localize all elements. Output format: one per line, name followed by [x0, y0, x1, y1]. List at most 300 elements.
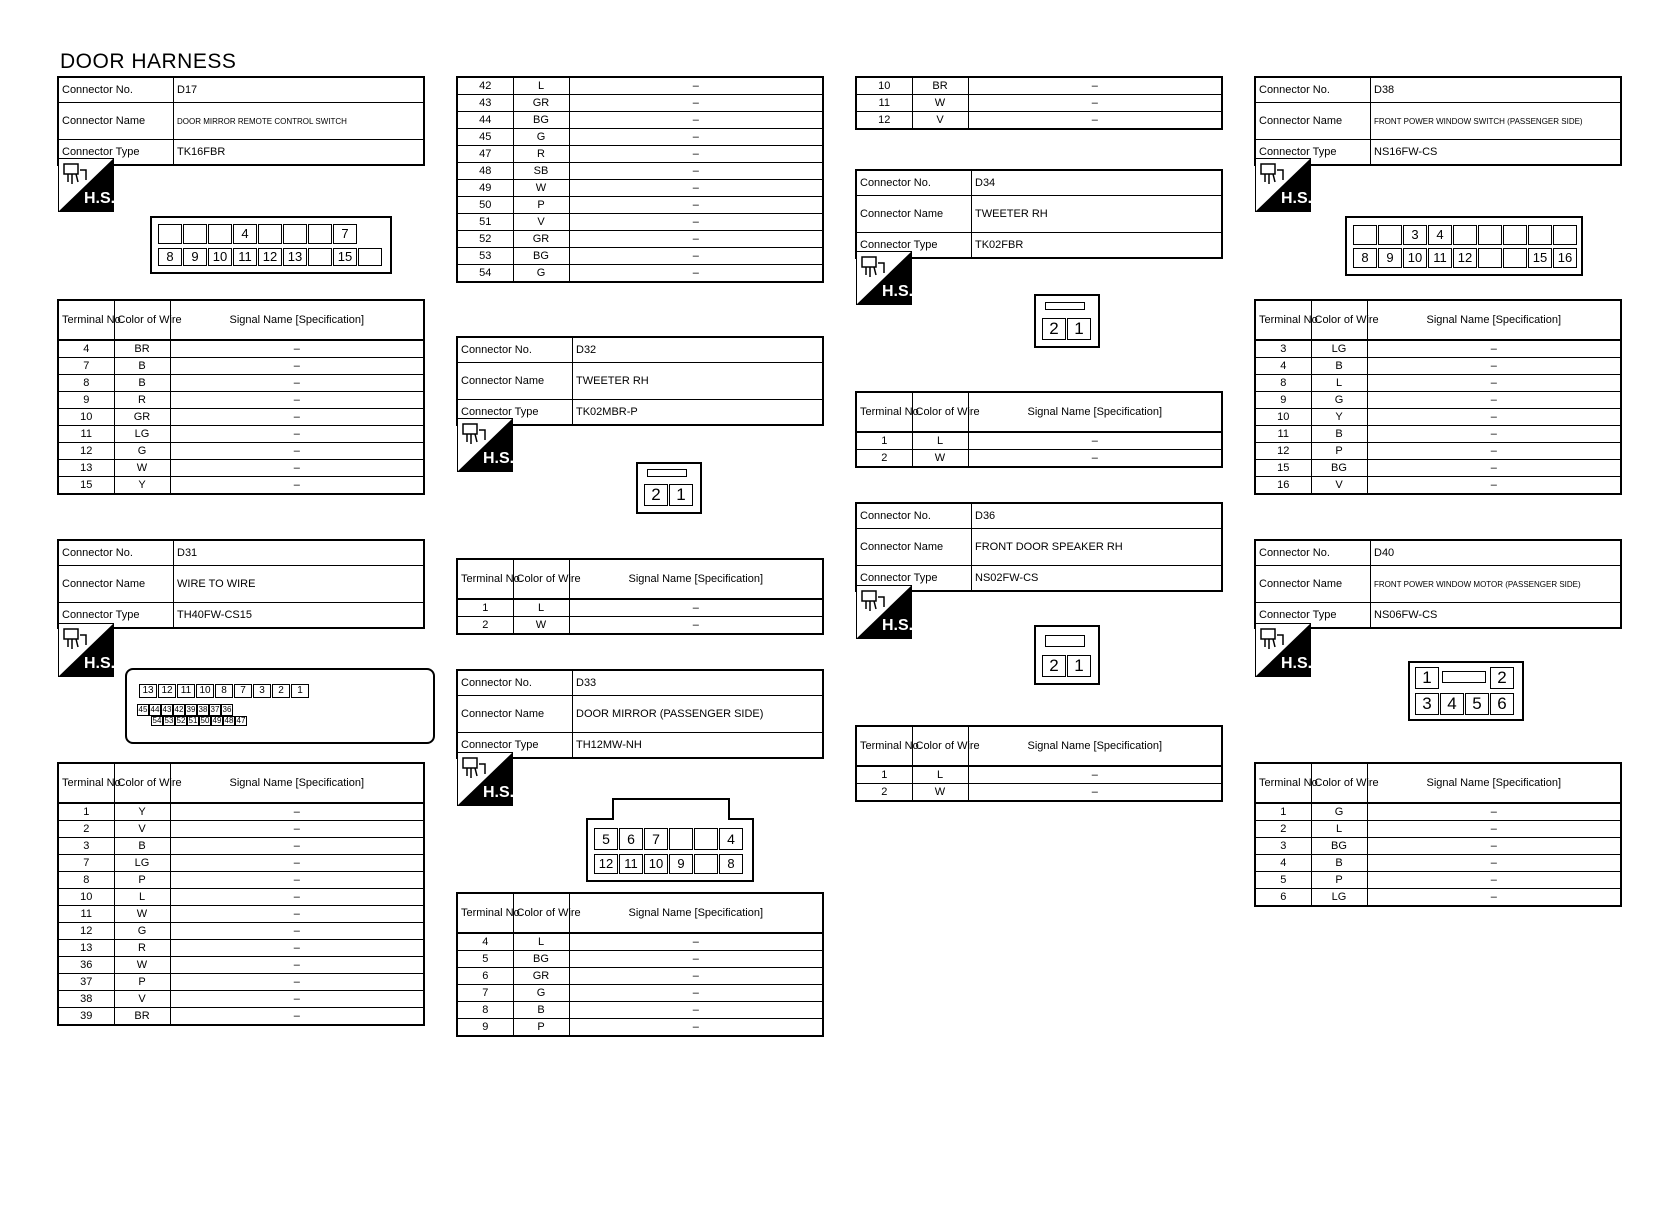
signal-name: –	[1367, 872, 1621, 889]
connector-pin	[208, 224, 232, 244]
table-row	[856, 766, 1222, 784]
d31-continuation-table	[456, 76, 824, 283]
color-col-header: Color of Wire	[114, 763, 170, 803]
table-row	[1255, 340, 1621, 358]
terminal-no: 1	[856, 766, 912, 784]
connector-type-value: NS06FW-CS	[1371, 603, 1622, 629]
signal-col-header: Signal Name [Specification]	[569, 559, 823, 599]
d40-connector-face	[1408, 661, 1524, 721]
wire-color: P	[513, 1019, 569, 1037]
connector-pin: 1	[1067, 655, 1091, 677]
signal-name: –	[170, 358, 424, 375]
connector-pin: 51	[188, 716, 198, 725]
harness-side-icon	[856, 251, 912, 305]
wire-color: V	[114, 821, 170, 838]
connector-no-value: D32	[573, 337, 824, 363]
connector-no-value: D38	[1371, 77, 1622, 103]
table-row	[457, 985, 823, 1002]
connector-pin: 3	[1415, 693, 1439, 715]
wire-color: BG	[1311, 460, 1367, 477]
table-row	[58, 803, 424, 821]
hs-label: H.S.	[882, 283, 914, 300]
table-row	[457, 180, 823, 197]
wire-color: P	[1311, 872, 1367, 889]
connector-lock	[1045, 302, 1085, 310]
terminal-no: 13	[58, 460, 114, 477]
signal-name: –	[569, 197, 823, 214]
table-row	[457, 248, 823, 265]
table-row	[457, 231, 823, 248]
harness-side-icon	[856, 585, 912, 639]
hs-label: H.S.	[84, 190, 116, 207]
signal-name: –	[569, 617, 823, 635]
wire-color: W	[912, 450, 968, 468]
connector-no-label: Connector No.	[856, 170, 972, 196]
wire-color: B	[513, 1002, 569, 1019]
terminal-no: 51	[457, 214, 513, 231]
hs-icon-graphic	[58, 623, 114, 677]
table-row	[856, 95, 1222, 112]
terminal-no: 8	[457, 1002, 513, 1019]
wire-color: B	[114, 375, 170, 392]
connector-pin: 4	[1428, 225, 1452, 245]
wire-color: BG	[513, 112, 569, 129]
terminal-col-header: Terminal No.	[856, 726, 912, 766]
wire-color: G	[1311, 803, 1367, 821]
wire-color: G	[513, 129, 569, 146]
signal-name: –	[170, 940, 424, 957]
connector-pin	[1503, 248, 1527, 268]
signal-name: –	[968, 112, 1222, 130]
hs-icon-graphic	[457, 752, 513, 806]
signal-name: –	[1367, 443, 1621, 460]
signal-col-header: Signal Name [Specification]	[170, 300, 424, 340]
connector-type-value: NS02FW-CS	[972, 566, 1223, 592]
table-row	[58, 358, 424, 375]
connector-pin	[1478, 225, 1502, 245]
signal-name: –	[569, 951, 823, 968]
table-row	[58, 426, 424, 443]
connector-pin: 4	[233, 224, 257, 244]
connector-pin: 11	[619, 854, 643, 874]
signal-name: –	[569, 985, 823, 1002]
wire-color: B	[1311, 855, 1367, 872]
terminal-no: 7	[457, 985, 513, 1002]
wire-color: BR	[912, 77, 968, 95]
terminal-no: 9	[1255, 392, 1311, 409]
table-row	[58, 409, 424, 426]
terminal-no: 6	[1255, 889, 1311, 907]
d40-header-table	[1254, 539, 1622, 629]
terminal-no: 12	[1255, 443, 1311, 460]
table-row	[1255, 409, 1621, 426]
wire-color: Y	[114, 803, 170, 821]
terminal-no: 7	[58, 855, 114, 872]
table-row	[856, 112, 1222, 130]
terminal-no: 12	[58, 923, 114, 940]
table-row	[457, 197, 823, 214]
connector-pin: 52	[176, 716, 186, 725]
terminal-no: 2	[856, 450, 912, 468]
connector-pin	[358, 248, 382, 266]
connector-pin: 9	[183, 248, 207, 266]
connector-name-value: WIRE TO WIRE	[174, 566, 425, 603]
signal-name: –	[569, 1002, 823, 1019]
terminal-no: 36	[58, 957, 114, 974]
terminal-no: 3	[1255, 340, 1311, 358]
signal-name: –	[1367, 375, 1621, 392]
connector-pin: 1	[1415, 667, 1439, 689]
terminal-no: 15	[58, 477, 114, 495]
connector-name-label: Connector Name	[856, 529, 972, 566]
connector-pin	[258, 224, 282, 244]
terminal-no: 8	[1255, 375, 1311, 392]
signal-name: –	[170, 923, 424, 940]
d33-terminal-table	[456, 892, 824, 1037]
table-row	[1255, 426, 1621, 443]
connector-lock	[1045, 635, 1085, 647]
color-col-header: Color of Wire	[114, 300, 170, 340]
signal-name: –	[569, 180, 823, 197]
connector-pin: 8	[158, 248, 182, 266]
d33-connector-face	[586, 818, 754, 882]
terminal-no: 43	[457, 95, 513, 112]
table-row	[457, 163, 823, 180]
hs-icon-graphic	[856, 585, 912, 639]
connector-type-value: TH40FW-CS15	[174, 603, 425, 629]
signal-name: –	[170, 460, 424, 477]
connector-pin: 10	[208, 248, 232, 266]
terminal-col-header: Terminal No.	[457, 559, 513, 599]
wire-color: BG	[513, 951, 569, 968]
connector-pin: 3	[253, 684, 271, 698]
d31-terminal-table	[57, 762, 425, 1026]
terminal-no: 8	[58, 375, 114, 392]
harness-side-icon	[58, 158, 114, 212]
terminal-no: 10	[1255, 409, 1311, 426]
terminal-no: 11	[1255, 426, 1311, 443]
d38-header-table	[1254, 76, 1622, 166]
connector-pin: 37	[210, 705, 220, 714]
table-row	[1255, 838, 1621, 855]
wire-color: GR	[513, 231, 569, 248]
signal-name: –	[170, 426, 424, 443]
connector-pin: 12	[594, 854, 618, 874]
connector-pin: 1	[1067, 318, 1091, 340]
connector-pin	[1378, 225, 1402, 245]
wire-color: W	[513, 180, 569, 197]
table-row	[58, 957, 424, 974]
color-col-header: Color of Wire	[1311, 763, 1367, 803]
table-row	[1255, 477, 1621, 495]
connector-pin	[694, 854, 718, 874]
connector-pin: 13	[283, 248, 307, 266]
connector-no-label: Connector No.	[457, 670, 573, 696]
wire-color: G	[114, 923, 170, 940]
signal-name: –	[968, 95, 1222, 112]
table-row	[58, 940, 424, 957]
signal-name: –	[170, 340, 424, 358]
connector-no-label: Connector No.	[457, 337, 573, 363]
table-row	[856, 77, 1222, 95]
connector-pin: 11	[1428, 248, 1452, 268]
connector-pin: 12	[1453, 248, 1477, 268]
connector-no-value: D31	[174, 540, 425, 566]
color-col-header: Color of Wire	[1311, 300, 1367, 340]
signal-name: –	[170, 821, 424, 838]
terminal-no: 4	[457, 933, 513, 951]
connector-pin: 38	[198, 705, 208, 714]
wire-color: GR	[513, 95, 569, 112]
terminal-no: 37	[58, 974, 114, 991]
terminal-no: 47	[457, 146, 513, 163]
d31-header-table	[57, 539, 425, 629]
table-row	[58, 477, 424, 495]
connector-pin: 10	[1403, 248, 1427, 268]
table-row	[1255, 821, 1621, 838]
terminal-no: 50	[457, 197, 513, 214]
table-row	[457, 146, 823, 163]
connector-pin: 7	[234, 684, 252, 698]
signal-name: –	[1367, 477, 1621, 495]
connector-no-label: Connector No.	[1255, 540, 1371, 566]
wire-color: L	[114, 889, 170, 906]
wire-color: R	[114, 940, 170, 957]
terminal-no: 4	[1255, 855, 1311, 872]
wire-color: Y	[1311, 409, 1367, 426]
connector-pin: 8	[215, 684, 233, 698]
connector-pin: 9	[1378, 248, 1402, 268]
connector-pin: 50	[200, 716, 210, 725]
connector-pin: 6	[619, 828, 643, 850]
d17-terminal-table	[57, 299, 425, 495]
connector-name-label: Connector Name	[856, 196, 972, 233]
connector-type-label: Connector Type	[1255, 603, 1371, 629]
connector-pin	[308, 224, 332, 244]
wire-color: W	[114, 957, 170, 974]
table-row	[58, 1008, 424, 1026]
connector-pin: 4	[1440, 693, 1464, 715]
wire-color: BR	[114, 340, 170, 358]
terminal-no: 10	[58, 889, 114, 906]
wire-color: V	[912, 112, 968, 130]
signal-name: –	[170, 392, 424, 409]
d33-continuation-table	[855, 76, 1223, 130]
hs-label: H.S.	[882, 617, 914, 634]
wire-color: B	[1311, 426, 1367, 443]
signal-col-header: Signal Name [Specification]	[1367, 763, 1621, 803]
signal-name: –	[968, 432, 1222, 450]
connector-no-label: Connector No.	[1255, 77, 1371, 103]
table-row	[1255, 358, 1621, 375]
wire-color: P	[114, 974, 170, 991]
connector-pin: 6	[1490, 693, 1514, 715]
d34-header-table	[855, 169, 1223, 259]
signal-name: –	[569, 265, 823, 283]
hs-icon-graphic	[856, 251, 912, 305]
connector-pin	[1553, 225, 1577, 245]
table-row	[1255, 855, 1621, 872]
hs-label: H.S.	[1281, 190, 1313, 207]
wire-color: B	[114, 838, 170, 855]
table-row	[457, 214, 823, 231]
signal-name: –	[170, 477, 424, 495]
connector-pin: 47	[236, 716, 246, 725]
table-row	[1255, 460, 1621, 477]
wire-color: L	[912, 766, 968, 784]
terminal-no: 9	[457, 1019, 513, 1037]
terminal-no: 44	[457, 112, 513, 129]
connector-pin	[1353, 225, 1377, 245]
connector-pin: 48	[224, 716, 234, 725]
connector-pin: 7	[644, 828, 668, 850]
connector-name-value: FRONT POWER WINDOW MOTOR (PASSENGER SIDE)	[1371, 566, 1622, 603]
wire-color: GR	[513, 968, 569, 985]
signal-name: –	[1367, 838, 1621, 855]
connector-no-label: Connector No.	[58, 77, 174, 103]
wire-color: LG	[114, 855, 170, 872]
wire-color: B	[114, 358, 170, 375]
wire-color: V	[1311, 477, 1367, 495]
wire-color: L	[513, 599, 569, 617]
connector-pin: 53	[164, 716, 174, 725]
terminal-no: 10	[58, 409, 114, 426]
table-row	[457, 129, 823, 146]
wire-color: W	[114, 906, 170, 923]
signal-name: –	[170, 838, 424, 855]
signal-col-header: Signal Name [Specification]	[170, 763, 424, 803]
table-row	[1255, 375, 1621, 392]
table-row	[58, 974, 424, 991]
signal-name: –	[170, 803, 424, 821]
d34-connector-face	[1034, 294, 1100, 348]
connector-pin: 45	[138, 705, 148, 714]
wire-color: W	[114, 460, 170, 477]
terminal-no: 5	[457, 951, 513, 968]
connector-pin: 16	[1553, 248, 1577, 268]
wire-color: L	[1311, 375, 1367, 392]
signal-name: –	[569, 248, 823, 265]
table-row	[58, 923, 424, 940]
signal-name: –	[1367, 409, 1621, 426]
connector-type-label: Connector Type	[58, 140, 174, 166]
signal-name: –	[569, 129, 823, 146]
wire-color: G	[513, 985, 569, 1002]
connector-name-label: Connector Name	[457, 696, 573, 733]
signal-name: –	[170, 872, 424, 889]
signal-name: –	[170, 409, 424, 426]
harness-side-icon	[58, 623, 114, 677]
terminal-no: 10	[856, 77, 912, 95]
table-row	[457, 265, 823, 283]
connector-pin: 13	[139, 684, 157, 698]
signal-name: –	[569, 933, 823, 951]
table-row	[856, 432, 1222, 450]
signal-name: –	[170, 991, 424, 1008]
signal-col-header: Signal Name [Specification]	[1367, 300, 1621, 340]
signal-name: –	[968, 77, 1222, 95]
terminal-no: 3	[1255, 838, 1311, 855]
wire-color: BG	[513, 248, 569, 265]
signal-name: –	[170, 889, 424, 906]
connector-pin	[308, 248, 332, 266]
connector-name-label: Connector Name	[1255, 103, 1371, 140]
connector-pin	[283, 224, 307, 244]
table-row	[457, 933, 823, 951]
connector-pin: 5	[594, 828, 618, 850]
signal-name: –	[968, 450, 1222, 468]
wire-color: L	[513, 77, 569, 95]
wire-color: GR	[114, 409, 170, 426]
signal-name: –	[170, 1008, 424, 1026]
terminal-no: 12	[58, 443, 114, 460]
wire-color: P	[1311, 443, 1367, 460]
hs-icon-graphic	[58, 158, 114, 212]
connector-pin: 42	[174, 705, 184, 714]
wire-color: B	[1311, 358, 1367, 375]
wire-color: Y	[114, 477, 170, 495]
terminal-no: 2	[457, 617, 513, 635]
wire-color: G	[513, 265, 569, 283]
d36-connector-face	[1034, 625, 1100, 685]
terminal-no: 11	[856, 95, 912, 112]
connector-pin: 39	[186, 705, 196, 714]
connector-pin: 1	[669, 484, 693, 506]
connector-name-value: FRONT DOOR SPEAKER RH	[972, 529, 1223, 566]
hs-icon-graphic	[1255, 158, 1311, 212]
connector-name-value: DOOR MIRROR REMOTE CONTROL SWITCH	[174, 103, 425, 140]
terminal-no: 53	[457, 248, 513, 265]
table-row	[457, 1019, 823, 1037]
signal-name: –	[170, 443, 424, 460]
connector-pin: 1	[291, 684, 309, 698]
connector-pin: 9	[669, 854, 693, 874]
table-row	[1255, 392, 1621, 409]
connector-pin: 2	[1042, 655, 1066, 677]
signal-col-header: Signal Name [Specification]	[569, 893, 823, 933]
connector-no-label: Connector No.	[58, 540, 174, 566]
connector-pin: 5	[1465, 693, 1489, 715]
terminal-col-header: Terminal No.	[856, 392, 912, 432]
connector-pin: 4	[719, 828, 743, 850]
connector-type-label: Connector Type	[1255, 140, 1371, 166]
signal-name: –	[1367, 392, 1621, 409]
wire-color: V	[513, 214, 569, 231]
terminal-no: 11	[58, 426, 114, 443]
table-row	[58, 889, 424, 906]
connector-type-label: Connector Type	[58, 603, 174, 629]
table-row	[58, 340, 424, 358]
connector-pin: 8	[1353, 248, 1377, 268]
connector-name-value: DOOR MIRROR (PASSENGER SIDE)	[573, 696, 824, 733]
signal-name: –	[569, 1019, 823, 1037]
table-row	[457, 599, 823, 617]
connector-pin: 2	[1042, 318, 1066, 340]
signal-name: –	[1367, 340, 1621, 358]
connector-no-value: D36	[972, 503, 1223, 529]
terminal-no: 7	[58, 358, 114, 375]
connector-pin: 11	[177, 684, 195, 698]
wire-color: SB	[513, 163, 569, 180]
table-row	[457, 95, 823, 112]
wire-color: R	[513, 146, 569, 163]
signal-name: –	[1367, 889, 1621, 907]
connector-no-label: Connector No.	[856, 503, 972, 529]
harness-side-icon	[1255, 623, 1311, 677]
table-row	[58, 392, 424, 409]
wire-color: L	[1311, 821, 1367, 838]
terminal-no: 6	[457, 968, 513, 985]
